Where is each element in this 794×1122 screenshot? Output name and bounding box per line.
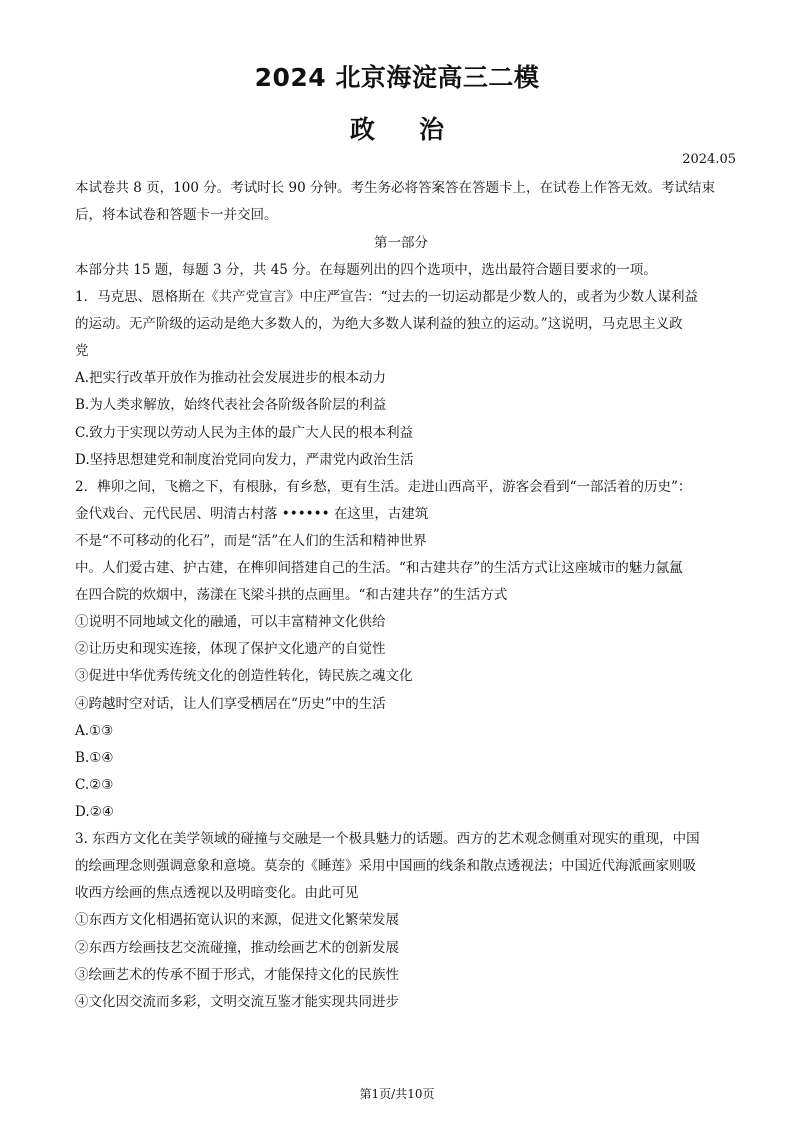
q3-stem-line-1: 3. 东西方文化在美学领域的碰撞与交融是一个极具魅力的话题。西方的艺术观念侧重对现实的重现，中国: [75, 831, 700, 847]
part-instructions: 本部分共 15 题，每题 3 分，共 45 分。在每题列出的四个选项中，选出最符合题目要求的一项。: [75, 262, 657, 278]
intro-line-1: 本试卷共 8 页，100 分。考试时长 90 分钟。考生务必将答案答在答题卡上，在试卷上作答无效。考试结束: [75, 180, 715, 196]
q1-stem-line-1: 1．马克思、恩格斯在《共产党宣言》中庄严宣告：“过去的一切运动都是少数人的，或者为少数人谋利益: [75, 289, 698, 305]
subject-char-1: 政: [349, 115, 375, 144]
q1-option-a: A.把实行改革开放作为推动社会发展进步的根本动力: [75, 370, 387, 386]
q2-stem-line-3: 不是“不可移动的化石”，而是“活”在人们的生活和精神世界: [75, 533, 427, 549]
q2-item-3: ③促进中华优秀传统文化的创造性转化，铸民族之魂文化: [75, 668, 413, 684]
q3-item-3: ③绘画艺术的传承不囿于形式，才能保持文化的民族性: [75, 967, 399, 983]
q2-item-1: ①说明不同地域文化的融通，可以丰富精神文化供给: [75, 614, 386, 630]
q1-option-d: D.坚持思想建党和制度治党同向发力，严肃党内政治生活: [75, 452, 414, 468]
q2-option-c: C.②③: [75, 777, 114, 793]
subject-title: [0, 110, 794, 146]
q2-stem-line-2: 金代戏台、元代民居、明清古村落 •••••• 在这里，古建筑: [75, 506, 429, 522]
subject-char-2: 治: [419, 115, 445, 144]
exam-title: 2024 北京海淀高三二模: [254, 63, 540, 92]
part-title: 第一部分: [374, 235, 428, 251]
q3-item-1: ①东西方文化相遇拓宽认识的来源，促进文化繁荣发展: [75, 912, 399, 928]
q3-stem-line-3: 收西方绘画的焦点透视以及明暗变化。由此可见: [75, 885, 359, 901]
q2-stem-line-1: 2．榫卯之间，飞檐之下，有根脉，有乡愁，更有生活。走进山西高平，游客会看到“一部活着的历史”：: [75, 479, 692, 495]
q2-option-b: B.①④: [75, 750, 114, 766]
q2-stem-line-5: 在四合院的炊烟中，荡漾在飞梁斗拱的点画里。“和古建共存”的生活方式: [75, 587, 508, 603]
q2-item-4: ④跨越时空对话，让人们享受栖居在“历史”中的生活: [75, 696, 386, 712]
q1-stem-line-3: 党: [75, 343, 89, 359]
q2-stem-line-4: 中。人们爱古建、护古建，在榫卯间搭建自己的生活。“和古建共存”的生活方式让这座城市的魅力氤氲: [75, 560, 683, 576]
q2-option-d: D.②④: [75, 804, 114, 820]
q3-item-4: ④文化因交流而多彩，文明交流互鉴才能实现共同进步: [75, 994, 399, 1010]
q1-option-c: C.致力于实现以劳动人民为主体的最广大人民的根本利益: [75, 425, 414, 441]
q3-stem-line-2: 的绘画理念则强调意象和意境。莫奈的《睡莲》采用中国画的线条和散点透视法；中国近代海派画家则吸: [75, 858, 696, 874]
q1-stem-line-2: 的运动。无产阶级的运动是绝大多数人的，为绝大多数人谋利益的独立的运动。”这说明，马克思主义政: [75, 316, 683, 332]
exam-date: 2024.05: [682, 152, 736, 167]
q3-item-2: ②东西方绘画技艺交流碰撞，推动绘画艺术的创新发展: [75, 940, 399, 956]
q2-item-2: ②让历史和现实连接，体现了保护文化遗产的自觉性: [75, 641, 386, 657]
q1-option-b: B.为人类求解放，始终代表社会各阶级各阶层的利益: [75, 397, 387, 413]
q2-option-a: A.①③: [75, 723, 114, 739]
intro-line-2: 后，将本试卷和答题卡一并交回。: [75, 207, 278, 223]
page-number: 第1页/共10页: [359, 1087, 435, 1101]
